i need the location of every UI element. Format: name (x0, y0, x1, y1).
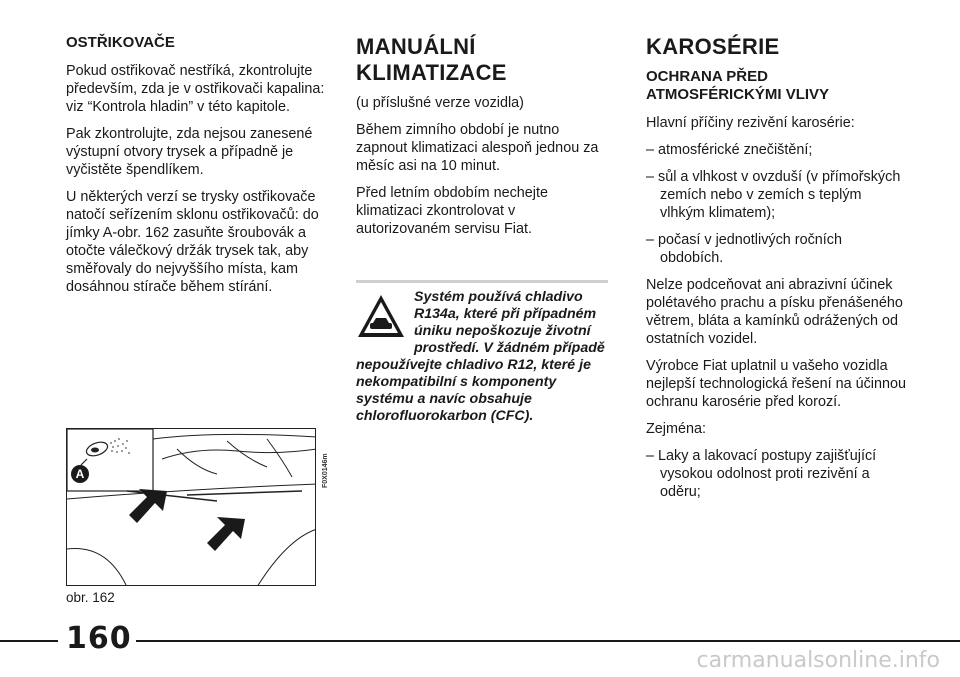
figure-code-svg (319, 430, 329, 490)
subheading-line: ATMOSFÉRICKÝMI VLIVY (646, 86, 830, 103)
paragraph: Nelze podceňovat ani abrazivní účinek polétavého prachu a písku přenášeného větrem, bláta a kamínků odrážených od ostatních vozidel. (646, 277, 903, 347)
paragraph: Zejména: (646, 421, 706, 437)
warning-box (356, 289, 608, 425)
warning-triangle-icon (356, 293, 406, 339)
column-washers (66, 34, 328, 305)
heading-line: KLIMATIZACE (356, 60, 507, 85)
figure-washer-nozzles (66, 428, 316, 586)
list-item: – atmosférické znečištění; (646, 142, 813, 158)
paragraph: U některých verzí se trysky ostřikovače natočí seřízením sklonu ostřikovačů: do jímky A-obr. 162 zasuňte šroubovák a otočte válečkový držák trysek tak, aby směřovaly do nejvyššího místa, kam dosáhnou stírače během stírání. (66, 189, 319, 295)
figure-caption: obr. 162 (66, 590, 115, 605)
section-heading-bodywork: KAROSÉRIE (646, 34, 780, 59)
paragraph: Pokud ostřikovač nestříká, zkontrolujte především, zda je v ostřikovači kapalina: viz “Kontrola hladin” v této kapitole. (66, 63, 325, 115)
warning-divider (356, 280, 608, 283)
column-bodywork (646, 34, 908, 510)
callout-marker-a: A (71, 465, 89, 483)
paragraph: Hlavní příčiny rezivění karosérie: (646, 115, 855, 131)
paragraph: Výrobce Fiat uplatnil u vašeho vozidla nejlepší technologická řešení na účinnou ochranu karosérie před korozí. (646, 358, 907, 410)
list-item: – počasí v jednotlivých ročních obdobích. (646, 232, 842, 266)
heading-line: MANUÁLNÍ (356, 34, 476, 59)
list-item: – Laky a lakovací postupy zajišťující vysokou odolnost proti rezivění a oděru; (646, 448, 877, 500)
figure-code (319, 430, 329, 490)
paragraph: (u příslušné verze vozidla) (356, 95, 524, 111)
figure-code-text: F0X0146m (322, 453, 329, 488)
column-air-conditioning (356, 34, 608, 247)
car-hood-illustration (67, 429, 316, 586)
section-heading-air-conditioning (356, 34, 608, 86)
page-number: 160 (66, 621, 132, 656)
paragraph: Během zimního období je nutno zapnout klimatizaci alespoň jednou za měsíc asi na 10 minut. (356, 122, 599, 174)
watermark: carmanualsonline.info (696, 648, 940, 673)
footer-rule (0, 640, 960, 642)
warning-text: Systém používá chladivo R134a, které při případném úniku nepoškozuje životní prostředí. V žádném případě nepoužívejte chladivo R12, které je nekompatibilní s komponenty systému a navíc obsahuje chlorofluorokarbon (CFC). (356, 289, 605, 424)
subheading-protection (646, 68, 908, 104)
section-heading-washers: OSTŘIKOVAČE (66, 34, 175, 51)
subheading-line: OCHRANA PŘED (646, 68, 768, 85)
paragraph: Před letním obdobím nechejte klimatizaci zkontrolovat v autorizovaném servisu Fiat. (356, 185, 548, 237)
paragraph: Pak zkontrolujte, zda nejsou zanesené výstupní otvory trysek a případně je vyčistěte špendlíkem. (66, 126, 313, 178)
list-item: – sůl a vlhkost v ovzduší (v přímořských zemích nebo v zemích s teplým vlhkým klimatem); (646, 169, 901, 221)
